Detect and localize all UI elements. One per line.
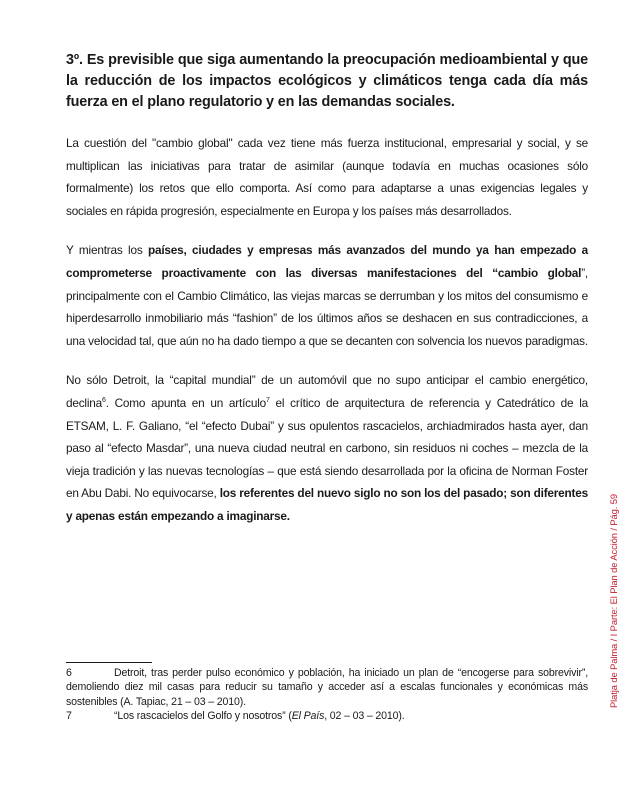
footnote-text-end: , 02 – 03 – 2010). bbox=[324, 710, 405, 723]
paragraph-3-bold: los referentes del nuevo siglo no son los del pasado; son diferentes y apenas están empezando a imaginarse. bbox=[66, 486, 588, 523]
paragraph-3-part-a: No sólo Detroit, la “capital mundial” de un automóvil que no supo anticipar el cambio energético, declina bbox=[66, 373, 588, 410]
paragraph-1: La cuestión del "cambio global" cada vez tiene más fuerza institucional, empresarial y social, y se multiplican las iniciativas para tratar de asimilar (aunque todavía en muchas ocasiones sólo formalmente) los retos que ello comporta. Así como para adaptarse a unas exigencias legales y sociales en rápida progresión, especialmente en Europa y los países más desarrollados. bbox=[66, 136, 588, 218]
paragraph-3 bbox=[66, 369, 588, 527]
paragraph-2 bbox=[66, 239, 588, 352]
footnote-6 bbox=[66, 666, 588, 709]
running-header-vertical: Platja de Palma / I Parte: El Plan de Acción / Pág. 59 bbox=[608, 494, 619, 708]
footnote-source-title: El País bbox=[291, 710, 325, 723]
section-heading: 3º. Es previsible que siga aumentando la preocupación medioambiental y que la reducción de los impactos ecológicos y climáticos tenga cada día más fuerza en el plano regulatorio y en las demandas sociales. bbox=[66, 52, 588, 110]
footnote-7 bbox=[66, 709, 588, 723]
paragraph-3-part-b: . Como apunta en un artículo bbox=[105, 395, 267, 410]
footnote-divider bbox=[66, 662, 152, 663]
paragraph-3-part-c: el crítico de arquitectura de referencia y Catedrático de la ETSAM, L. F. Galiano, “el “efecto Dubai” y sus opulentos rascacielos, archiadmirados hasta ayer, dan paso al “efecto Masdar”, una nueva ciudad neutral en carbono, sin residuos ni coches – mezcla de la vieja tradición y las nuevas tecnologías – que está siendo desarrollada por la oficina de Norman Foster en Abu Dabi. No equivocarse, bbox=[66, 395, 589, 501]
footnote-ref-7[interactable]: 7 bbox=[266, 397, 270, 405]
footnote-number: 7 bbox=[66, 710, 72, 723]
paragraph-2-intro: Y mientras los bbox=[66, 243, 148, 258]
paragraph-2-bold: países, ciudades y empresas más avanzados del mundo ya han empezado a comprometerse proactivamente con las diversas manifestaciones del “cambio global bbox=[66, 243, 588, 280]
paragraph-2-rest: ”, principalmente con el Cambio Climático, las viejas marcas se derrumban y los mitos del consumismo e hiperdesarrollo inmobiliario más “fashion” de los últimos años se deshacen en sus contradicciones, a una velocidad tal, que aún no ha dado tiempo a que se decanten con solvencia los nuevos paradigmas. bbox=[66, 265, 588, 348]
footnote-text: Detroit, tras perder pulso económico y población, ha iniciado un plan de “encogerse para sobrevivir”, demoliendo diez mil casas para reducir su tamaño y acceder así a escalas funcionales y económicas más sostenibles (A. Tapiac, 21 – 03 – 2010). bbox=[66, 667, 588, 708]
footnote-text: “Los rascacielos del Golfo y nosotros” ( bbox=[114, 710, 292, 723]
footnote-number: 6 bbox=[66, 667, 72, 679]
footnote-ref-6[interactable]: 6 bbox=[101, 397, 106, 405]
page-body bbox=[66, 50, 588, 545]
footnotes bbox=[66, 666, 588, 724]
